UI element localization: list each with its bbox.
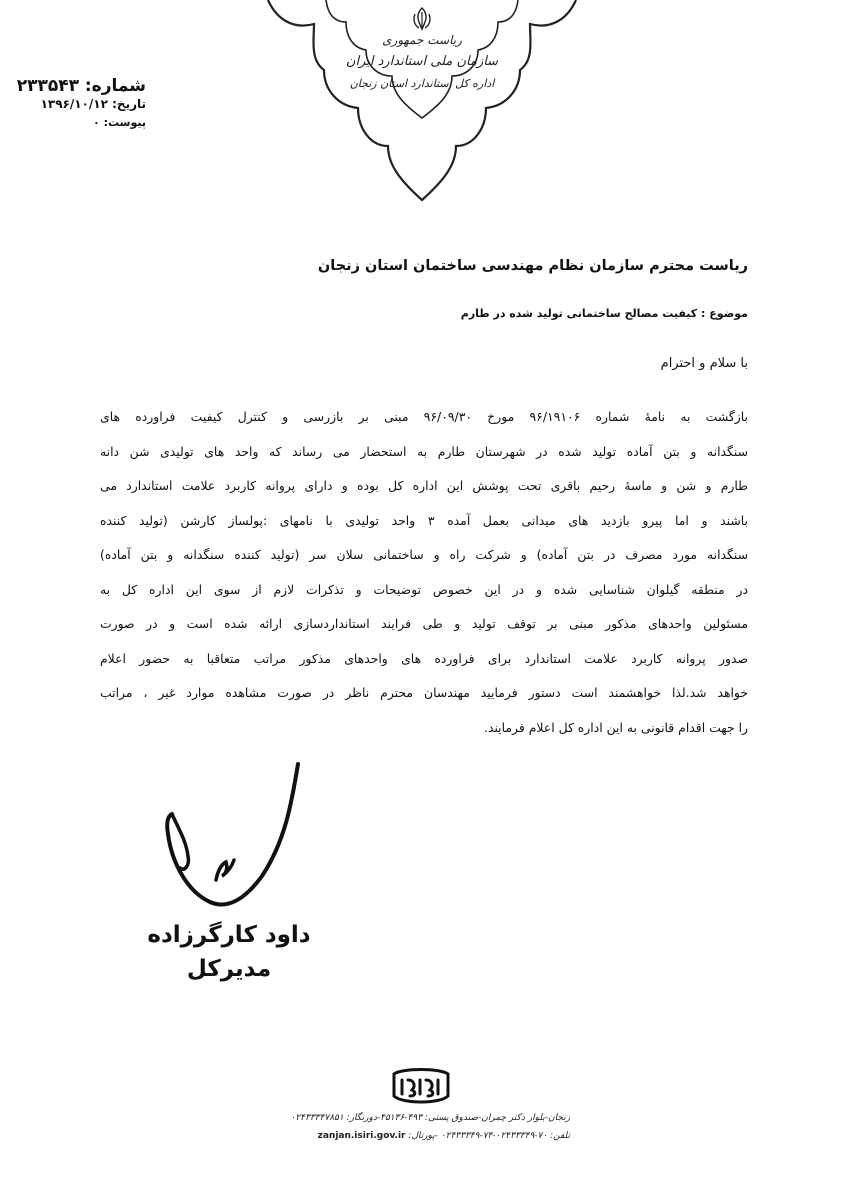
isiri-logo-icon (388, 1066, 454, 1108)
letter-date (28, 96, 146, 112)
letterhead-text (262, 0, 582, 202)
standard-mark (388, 1066, 454, 1108)
letter-attachment-label: پیوست: (103, 116, 146, 129)
footer-website[interactable]: zanjan.isiri.gov.ir (317, 1131, 406, 1141)
letter-number-label: شماره: (84, 76, 146, 96)
body-line: مسئولین واحدهای مذکور مبنی بر توقف تولید و طی فرایند استانداردسازی ارائه شده است و در صورت (100, 616, 748, 631)
signer-title: مدیرکل (186, 956, 272, 982)
footer-contact (246, 1130, 570, 1143)
body-line: باشند و اما پیرو بازدید های میدانی بعمل آمده ۳ واحد تولیدی با نامهای :پولساز کارشن (تولید کننده (100, 512, 748, 528)
body-line: را جهت اقدام قانونی به این اداره کل اعلام فرمایند. (484, 719, 748, 735)
letter-number (16, 76, 146, 96)
signature-stroke (150, 760, 310, 920)
body-line: بازگشت به نامهٔ شماره ۹۶/۱۹۱۰۶ مورخ ۹۶/۰۹/۳۰ مبنی بر بازرسی و کنترل کیفیت فراورده های (100, 409, 748, 424)
body-line: در منطقه گیلوان شناسایی شده و در این خصوص توضیحات و تذکرات لازم از سوی این اداره کل به (100, 581, 748, 597)
letterhead-line-presidency: ریاست جمهوری (382, 33, 462, 47)
letter-body (100, 400, 748, 745)
letter-recipient: ریاست محترم سازمان نظام مهندسی ساختمان استان زنجان (317, 258, 748, 274)
letter-number-value: ۲۳۳۵۴۳ (16, 76, 79, 96)
letter-date-label: تاریخ: (112, 97, 146, 111)
handwritten-signature (150, 760, 310, 920)
body-line: طارم و شن و ماسهٔ رحیم باقری تحت پوشش این اداره کل بوده و دارای پروانه کاربرد علامت استاندارد می (100, 478, 748, 493)
letterhead-line-provincial-office: اداره کل استاندارد استان زنجان (349, 77, 495, 90)
body-line: سنگدانه مورد مصرف در بتن آماده) و شرکت راه و ساختمانی سلان سر (تولید کننده سنگدانه و بتن آماده) (100, 547, 748, 562)
body-line: سنگدانه و بتن آماده تولید شده در شهرستان طارم به استحضار می رساند که واحد های تولیدی شن دانه (100, 443, 748, 459)
signer-name: داود کارگرزاده (147, 922, 311, 948)
footer-phone: تلفن: ۷۰-۰۲۴۳۳۳۴۹-۷۴-۰۲۴۳۳۳۴۹ -پورتال: (408, 1131, 570, 1141)
footer-address: زنجان-بلوار دکتر چمران-صندوق پستی: ۴۹۳-۴۵۱۳۶-دورنگار: ۰۲۴۳۳۳۴۷۸۵۱ (290, 1113, 570, 1123)
body-line: صدور پروانه کاربرد علامت استاندارد برای فراورده های واحدهای مذکور مراتب متعاقبا به حضور اعلام (100, 650, 748, 666)
letter-metadata (16, 76, 146, 134)
body-line: خواهد شد.لذا خواهشمند است دستور فرمایید مهندسان محترم ناظر در صورت مشاهده موارد غیر ، مراتب (100, 685, 748, 700)
letter-attachment (28, 112, 146, 134)
letter-subject: موضوع : کیفیت مصالح ساختمانی تولید شده در طارم (460, 307, 748, 320)
letter-greeting: با سلام و احترام (660, 356, 748, 371)
letter-date-value: ۱۳۹۶/۱۰/۱۲ (40, 97, 108, 111)
letter-attachment-value: ۰ (93, 116, 100, 129)
iran-emblem-icon (411, 6, 433, 32)
letterhead-line-organization: سازمان ملی استاندارد ایران (345, 54, 499, 69)
